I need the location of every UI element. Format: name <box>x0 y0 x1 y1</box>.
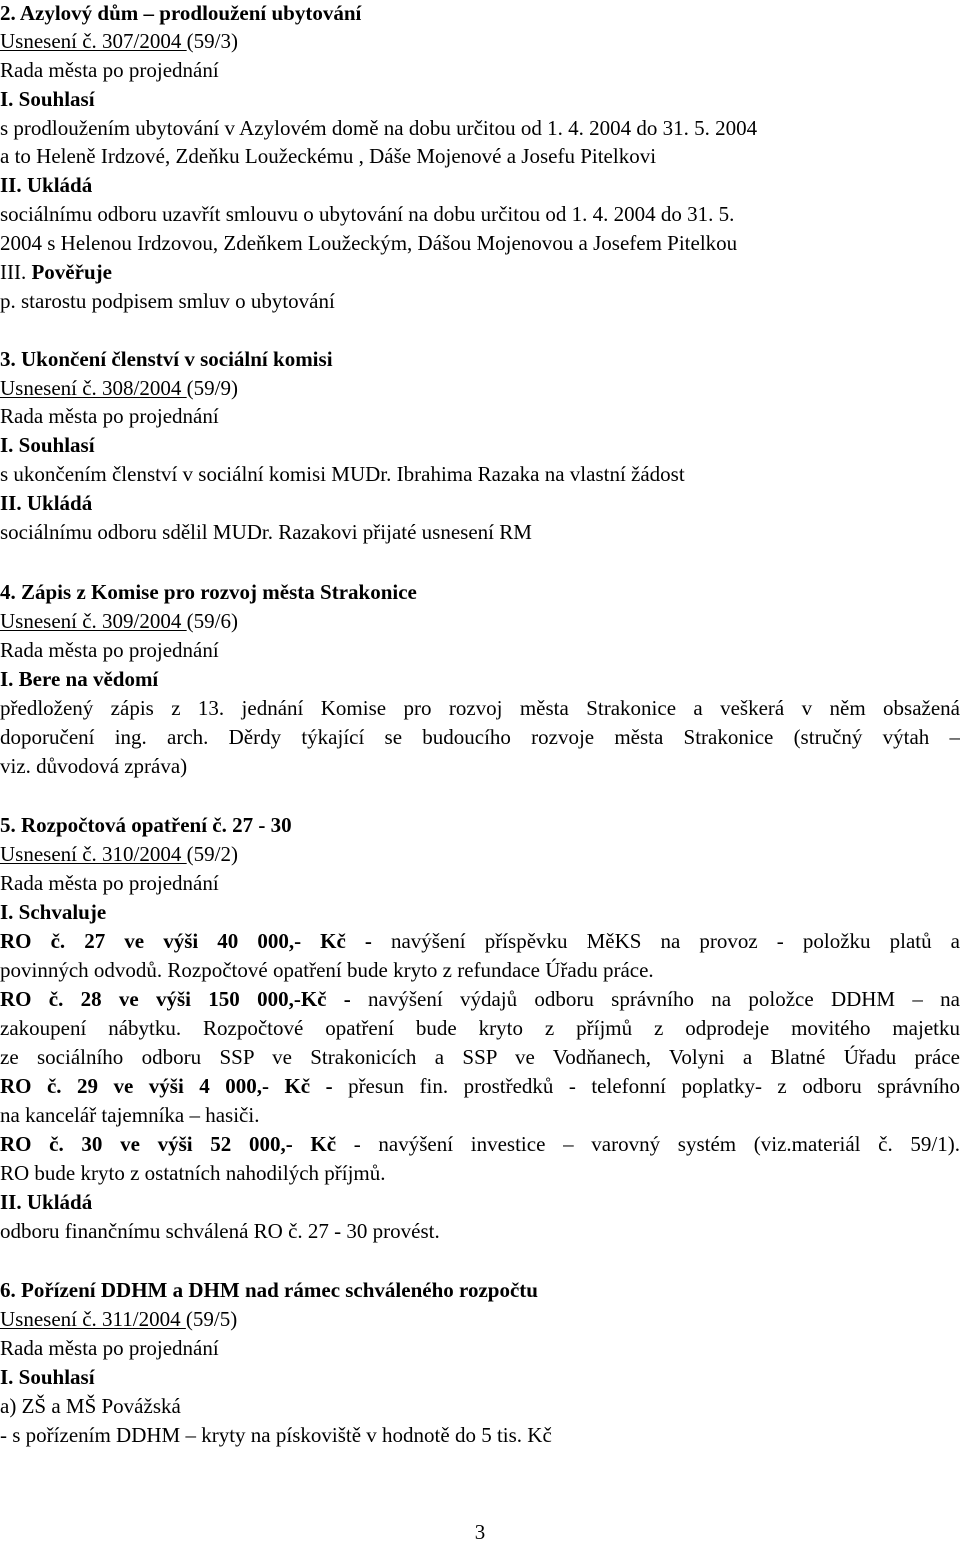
resolution-number-text: Usnesení č. 311/2004 <box>0 1307 186 1331</box>
council-line: Rada města po projednání <box>0 871 219 895</box>
item-text: na kancelář tajemníka – hasiči. <box>0 1103 260 1127</box>
item-text: ze sociálního odboru SSP ve Strakonicích a SSP ve Vodňanech, Volyni a Blatné Úřadu práce <box>0 1045 960 1069</box>
item-text: odboru finančnímu schválená RO č. 27 - 30 provést. <box>0 1219 440 1243</box>
item-heading: I. Schvaluje <box>0 900 107 924</box>
item-heading: I. Souhlasí <box>0 1365 95 1389</box>
budget-measure-label: RO č. 30 ve výši 52 000,- Kč <box>0 1132 337 1156</box>
section-heading: 6. Pořízení DDHM a DHM nad rámec schváleného rozpočtu <box>0 1278 538 1302</box>
budget-measure-label: RO č. 27 ve výši 40 000,- Kč - <box>0 929 372 953</box>
section-heading: 5. Rozpočtová opatření č. 27 - 30 <box>0 813 292 837</box>
resolution-number-text: Usnesení č. 308/2004 <box>0 376 187 400</box>
resolution-number-text: Usnesení č. 307/2004 <box>0 29 187 53</box>
item-text: s prodloužením ubytování v Azylovém domě na dobu určitou od 1. 4. 2004 do 31. 5. 2004 <box>0 116 758 140</box>
page-number: 3 <box>474 1520 486 1544</box>
resolution-session: (59/9) <box>186 376 238 400</box>
item-text: - s pořízením DDHM – kryty na pískoviště v hodnotě do 5 tis. Kč <box>0 1423 552 1447</box>
resolution-number <box>0 28 960 54</box>
resolution-number-text: Usnesení č. 310/2004 <box>0 842 187 866</box>
budget-measure-text: přesun fin. prostředků - telefonní poplatky- z odboru správního <box>332 1074 960 1098</box>
council-line: Rada města po projednání <box>0 404 219 428</box>
item-heading: II. Ukládá <box>0 173 93 197</box>
council-line: Rada města po projednání <box>0 58 219 82</box>
budget-measure-28 <box>0 986 960 1012</box>
item-text: viz. důvodová zpráva) <box>0 754 188 778</box>
budget-measure-30 <box>0 1131 960 1157</box>
budget-measure-label: RO č. 28 ve výši 150 000,-Kč - <box>0 987 351 1011</box>
item-heading: II. Ukládá <box>0 1190 93 1214</box>
budget-measure-text: - navýšení investice – varovný systém (viz.materiál č. 59/1). <box>336 1132 960 1156</box>
item-text: a to Heleně Irdzové, Zdeňku Loužeckému , Dáše Mojenové a Josefu Pitelkovi <box>0 144 657 168</box>
resolution-number-text: Usnesení č. 309/2004 <box>0 609 187 633</box>
budget-measure-27 <box>0 928 960 954</box>
section-heading: 4. Zápis z Komise pro rozvoj města Strakonice <box>0 580 417 604</box>
budget-measure-label: RO č. 29 ve výši 4 000,- Kč - <box>0 1074 333 1098</box>
resolution-session: (59/2) <box>186 842 238 866</box>
budget-measure-29 <box>0 1073 960 1099</box>
item-text: doporučení ing. arch. Děrdy týkající se budoucího rozvoje města Strakonice (stručný výtah – <box>0 725 960 749</box>
item-heading: II. Ukládá <box>0 491 93 515</box>
item-heading: I. Souhlasí <box>0 87 95 111</box>
council-line: Rada města po projednání <box>0 638 219 662</box>
resolution-session: (59/5) <box>185 1307 238 1331</box>
item-text: sociálnímu odboru sdělil MUDr. Razakovi přijaté usnesení RM <box>0 520 532 544</box>
item-heading: I. Souhlasí <box>0 433 95 457</box>
resolution-number <box>0 608 960 634</box>
item-text: předložený zápis z 13. jednání Komise pro rozvoj města Strakonice a veškerá v něm obsažená <box>0 696 960 720</box>
item-heading <box>0 259 960 285</box>
budget-measure-text: navýšení výdajů odboru správního na položce DDHM – na <box>350 987 960 1011</box>
resolution-session: (59/6) <box>186 609 238 633</box>
item-subpoint: a) ZŠ a MŠ Povážská <box>0 1394 181 1418</box>
item-heading: I. Bere na vědomí <box>0 667 159 691</box>
item-numeral: III. <box>0 260 32 284</box>
item-text: s ukončením členství v sociální komisi MUDr. Ibrahima Razaka na vlastní žádost <box>0 462 685 486</box>
item-verb: Pověřuje <box>31 260 112 284</box>
resolution-number <box>0 1306 960 1332</box>
section-heading: 3. Ukončení členství v sociální komisi <box>0 347 333 371</box>
item-text: RO bude kryto z ostatních nahodilých příjmů. <box>0 1161 386 1185</box>
item-text: p. starostu podpisem smluv o ubytování <box>0 289 335 313</box>
item-text: povinných odvodů. Rozpočtové opatření bude kryto z refundace Úřadu práce. <box>0 958 654 982</box>
resolution-number <box>0 375 960 401</box>
item-text: 2004 s Helenou Irdzovou, Zdeňkem Loužeckým, Dášou Mojenovou a Josefem Pitelkou <box>0 231 738 255</box>
section-heading: 2. Azylový dům – prodloužení ubytování <box>0 1 362 25</box>
item-text: zakoupení nábytku. Rozpočtové opatření bude kryto z příjmů z odprodeje movitého majetku <box>0 1016 960 1040</box>
resolution-number <box>0 841 960 867</box>
resolution-session: (59/3) <box>186 29 238 53</box>
council-line: Rada města po projednání <box>0 1336 219 1360</box>
budget-measure-text: navýšení příspěvku MěKS na provoz - položku platů a <box>371 929 960 953</box>
item-text: sociálnímu odboru uzavřít smlouvu o ubytování na dobu určitou od 1. 4. 2004 do 31. 5. <box>0 202 735 226</box>
